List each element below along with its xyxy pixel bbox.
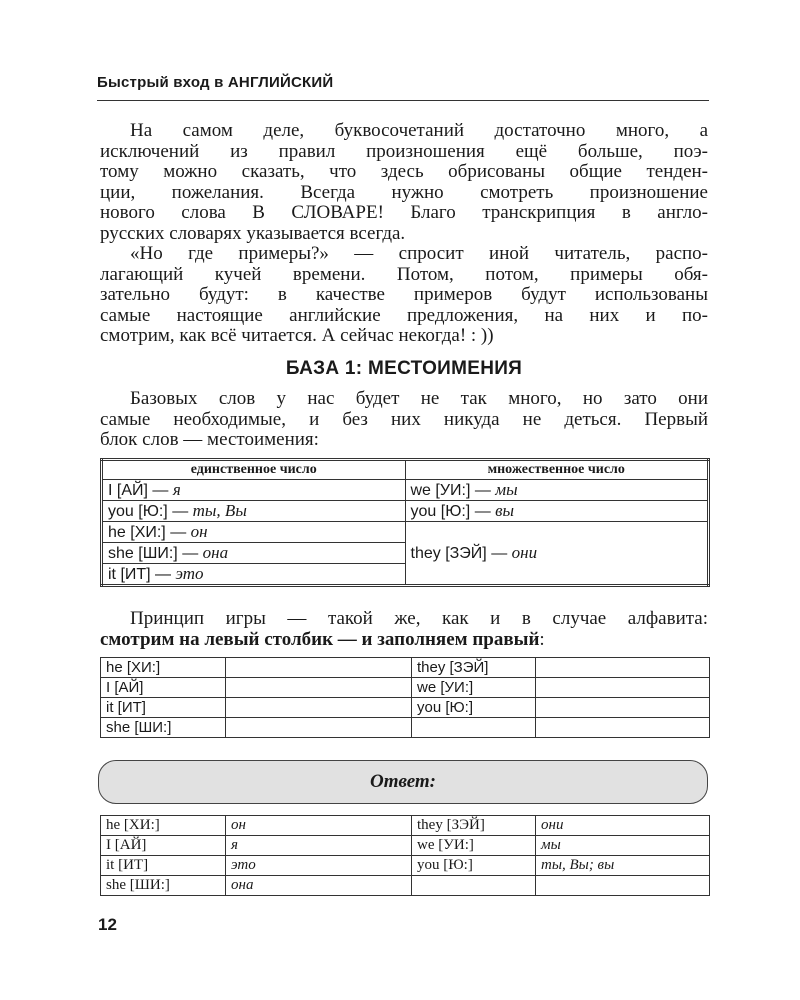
bold-instruction: смотрим на левый столбик — и заполняем правый: [100, 628, 540, 650]
text-line: Базовых слов у нас будет не так много, но зато они: [130, 388, 708, 409]
pronoun-cell: you [Ю:] — ты, Вы: [102, 501, 406, 522]
paragraph-2: [100, 244, 708, 347]
translation-cell: он: [226, 816, 412, 836]
exercise-table: [100, 657, 710, 738]
answer-blank[interactable]: [536, 698, 710, 718]
table-row: [101, 658, 710, 678]
word-cell: it [ИТ]: [101, 698, 226, 718]
pronoun-cell: they [ЗЭЙ] — они: [405, 522, 709, 586]
text-line: русских словарях указывается всегда.: [100, 222, 406, 244]
text-line: смотрим, как всё читается. А сейчас некогда! : )): [100, 325, 494, 346]
word-cell: she [ШИ:]: [101, 718, 226, 738]
table-header-row: [102, 460, 709, 480]
answer-blank[interactable]: [226, 718, 412, 738]
pronoun-cell: I [АЙ] — я: [102, 480, 406, 501]
text-line: На самом деле, буквосочетаний достаточно много, а: [130, 120, 708, 141]
word-cell: they [ЗЭЙ]: [412, 658, 536, 678]
text-line: зательно будут: в качестве примеров будут использованы: [100, 284, 708, 305]
answer-blank[interactable]: [226, 678, 412, 698]
translation-cell: она: [226, 876, 412, 896]
answer-table: [100, 815, 710, 896]
pronoun-cell: she [ШИ:] — она: [102, 543, 406, 564]
translation-cell: ты, Вы; вы: [536, 856, 710, 876]
pronoun-table: [100, 458, 710, 587]
pronoun-cell: it [ИТ] — это: [102, 564, 406, 586]
word-cell: they [ЗЭЙ]: [412, 816, 536, 836]
table-row: [101, 876, 710, 896]
translation-cell: они: [536, 816, 710, 836]
word-cell: she [ШИ:]: [101, 876, 226, 896]
table-row: [101, 836, 710, 856]
translation-cell: это: [226, 856, 412, 876]
table-row: [101, 856, 710, 876]
word-cell: he [ХИ:]: [101, 816, 226, 836]
column-header-singular: единственное число: [102, 460, 406, 480]
pronoun-cell: he [ХИ:] — он: [102, 522, 406, 543]
table-row: [102, 522, 709, 543]
page-number: 12: [98, 915, 117, 934]
text-line: нового слова В СЛОВАРЕ! Благо транскрипция в англо-: [100, 202, 708, 223]
word-cell: you [Ю:]: [412, 698, 536, 718]
answer-blank[interactable]: [536, 678, 710, 698]
text-line: ции, пожелания. Всегда нужно смотреть произношение: [100, 181, 708, 203]
column-header-plural: множественное число: [405, 460, 709, 480]
text-line: «Но где примеры?» — спросит иной читатель, распо-: [130, 243, 708, 264]
text-line: самые настоящие английские предложения, на них и по-: [100, 304, 708, 326]
paragraph-4: [100, 609, 708, 650]
paragraph-1: [100, 121, 708, 244]
table-row: [101, 816, 710, 836]
word-cell: I [АЙ]: [101, 678, 226, 698]
word-cell: you [Ю:]: [412, 856, 536, 876]
word-cell: we [УИ:]: [412, 836, 536, 856]
text-line: исключений из правил произношения ещё больше, поэ-: [100, 140, 708, 162]
table-row: [101, 678, 710, 698]
translation-cell: [536, 876, 710, 896]
header-rule: [97, 100, 709, 101]
text-line: Принцип игры — такой же, как и в случае алфавита:: [130, 608, 708, 629]
paragraph-3: [100, 389, 708, 451]
answer-banner: Ответ:: [98, 760, 708, 804]
word-cell: [412, 876, 536, 896]
word-cell: it [ИТ]: [101, 856, 226, 876]
pronoun-cell: we [УИ:] — мы: [405, 480, 709, 501]
text-line: блок слов — местоимения:: [100, 429, 319, 450]
running-header: Быстрый вход в АНГЛИЙСКИЙ: [97, 74, 334, 91]
answer-blank[interactable]: [536, 658, 710, 678]
text-line: смотрим на левый столбик — и заполняем правый:: [100, 628, 545, 650]
table-row: [101, 698, 710, 718]
table-row: [101, 718, 710, 738]
answer-blank[interactable]: [226, 698, 412, 718]
section-title: БАЗА 1: МЕСТОИМЕНИЯ: [285, 358, 523, 379]
text-line: самые необходимые, и без них никуда не деться. Первый: [100, 408, 708, 430]
table-row: [102, 480, 709, 501]
text-line: тому можно сказать, что здесь обрисованы общие тенден-: [100, 161, 708, 182]
answer-blank[interactable]: [226, 658, 412, 678]
table-row: [102, 501, 709, 522]
answer-blank: [536, 718, 710, 738]
word-cell: he [ХИ:]: [101, 658, 226, 678]
text-line: лагающий кучей времени. Потом, потом, примеры обя-: [100, 263, 708, 285]
pronoun-cell: you [Ю:] — вы: [405, 501, 709, 522]
word-cell: I [АЙ]: [101, 836, 226, 856]
word-cell: [412, 718, 536, 738]
translation-cell: я: [226, 836, 412, 856]
word-cell: we [УИ:]: [412, 678, 536, 698]
translation-cell: мы: [536, 836, 710, 856]
